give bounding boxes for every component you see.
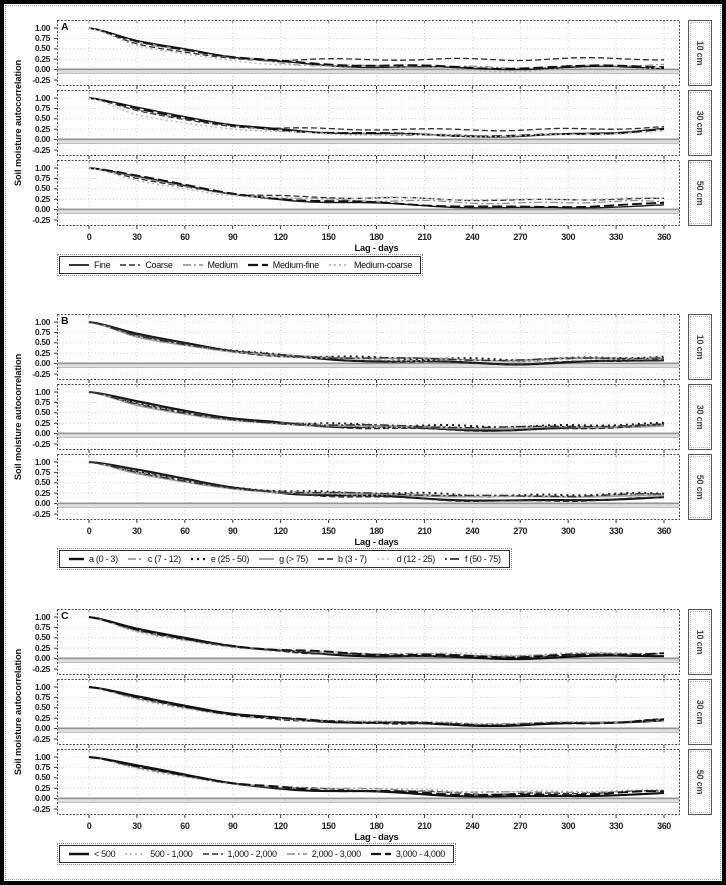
legend-item <box>328 260 412 270</box>
y-tick-labels <box>4 384 54 450</box>
plot-frame <box>58 385 680 450</box>
legend-item <box>444 554 501 564</box>
plot-frame <box>58 750 680 815</box>
y-tick-label: 1.00 <box>34 456 50 467</box>
legend-item <box>370 849 445 859</box>
y-tick-label: 0.00 <box>34 723 50 734</box>
plot-A-50cm <box>57 160 680 226</box>
x-tick-label: 30 <box>132 821 142 831</box>
legend-line-swatch <box>124 849 146 859</box>
y-tick-label: 1.00 <box>34 162 50 173</box>
y-tick-label: 0.25 <box>34 487 50 498</box>
facet-strip-label: 10 cm <box>695 334 705 360</box>
gridlines <box>59 22 678 84</box>
y-tick-label: 0.50 <box>34 632 50 643</box>
x-axis-title: Lag - days <box>354 243 399 253</box>
legend-line-swatch <box>119 260 141 270</box>
y-tick-label: 0.75 <box>34 326 50 337</box>
y-tick-labels <box>4 749 54 815</box>
panel-A <box>4 10 718 302</box>
facet-strip-label: 10 cm <box>695 629 705 655</box>
legend-label: 1,000 - 2,000 <box>227 849 277 859</box>
facet-strip-50cm <box>688 160 712 226</box>
legend-item <box>119 260 172 270</box>
y-tick-label: 1.00 <box>34 92 50 103</box>
legend-label: b (3 - 7) <box>337 554 367 564</box>
facet-strip-10cm <box>688 609 712 675</box>
x-tick-label: 360 <box>657 821 671 831</box>
y-tick-labels <box>4 160 54 226</box>
legend-item <box>376 554 435 564</box>
gridlines <box>59 386 678 448</box>
x-tick-labels <box>4 821 718 832</box>
legend-label: a (0 - 3) <box>89 554 118 564</box>
x-tick-label: 150 <box>321 526 336 536</box>
legend-item <box>247 260 319 270</box>
legend-line-swatch <box>370 849 392 859</box>
x-tick-labels <box>4 232 718 243</box>
y-tick-labels <box>4 314 54 380</box>
legend-B <box>59 550 510 568</box>
legend-item <box>68 260 110 270</box>
y-tick-label: 0.00 <box>34 204 50 215</box>
panel-C <box>4 599 718 885</box>
panel-letter: C <box>61 610 69 622</box>
y-tick-label: 0.75 <box>34 32 50 43</box>
facet-strip-label: 30 cm <box>695 404 705 430</box>
x-tick-label: 60 <box>180 821 190 831</box>
legend-item <box>286 849 361 859</box>
axis-ticks <box>54 680 664 748</box>
y-tick-label: 0.75 <box>34 691 50 702</box>
y-tick-labels <box>4 90 54 156</box>
legend-item <box>190 554 249 564</box>
plot-C-30cm <box>57 679 680 745</box>
legend-label: < 500 <box>94 849 116 859</box>
y-tick-labels <box>4 679 54 745</box>
y-tick-label: 0.50 <box>34 337 50 348</box>
legend-line-swatch <box>202 849 224 859</box>
plot-frame <box>58 680 680 745</box>
y-tick-label: 0.25 <box>34 712 50 723</box>
legend-item <box>127 554 181 564</box>
panel-B <box>4 304 718 596</box>
y-tick-label: 0.50 <box>34 183 50 194</box>
x-tick-label: 180 <box>369 232 384 242</box>
x-tick-label: 300 <box>561 526 576 536</box>
facet-strip-30cm <box>688 90 712 156</box>
x-tick-label: 120 <box>273 232 288 242</box>
y-tick-label: 0.75 <box>34 102 50 113</box>
y-tick-label: 0.00 <box>34 64 50 75</box>
y-tick-label: 0.50 <box>34 772 50 783</box>
gridlines <box>59 751 678 813</box>
y-tick-label: -0.25 <box>32 508 50 519</box>
x-tick-label: 270 <box>513 526 528 536</box>
y-tick-label: 0.75 <box>34 761 50 772</box>
y-tick-label: 0.50 <box>34 477 50 488</box>
y-tick-label: 0.00 <box>34 134 50 145</box>
y-tick-label: -0.25 <box>32 74 50 85</box>
x-tick-label: 30 <box>132 526 142 536</box>
legend-item <box>202 849 277 859</box>
legend-label: f (50 - 75) <box>464 554 501 564</box>
y-tick-label: -0.25 <box>32 663 50 674</box>
x-tick-label: 90 <box>228 821 238 831</box>
x-axis-title: Lag - days <box>354 537 399 547</box>
y-tick-label: 1.00 <box>34 386 50 397</box>
y-tick-label: 0.00 <box>34 653 50 664</box>
legend-item <box>124 849 192 859</box>
x-tick-label: 120 <box>273 821 288 831</box>
x-axis-title: Lag - days <box>354 832 399 842</box>
legend-label: d (12 - 25) <box>396 554 435 564</box>
plot-B-10cm <box>57 314 680 380</box>
x-tick-label: 360 <box>657 526 671 536</box>
gridlines <box>59 681 678 743</box>
legend-line-swatch <box>444 554 461 564</box>
plot-B-50cm <box>57 454 680 520</box>
x-tick-label: 0 <box>86 821 92 831</box>
legend-label: Medium-fine <box>272 260 319 270</box>
axis-ticks <box>54 385 664 453</box>
axis-ticks <box>54 91 664 159</box>
x-tick-label: 90 <box>228 232 238 242</box>
y-tick-label: 0.25 <box>34 347 50 358</box>
y-tick-label: 0.25 <box>34 53 50 64</box>
x-tick-label: 270 <box>513 232 528 242</box>
y-tick-label: 0.75 <box>34 466 50 477</box>
gridlines <box>59 316 678 378</box>
legend-label: c (7 - 12) <box>147 554 181 564</box>
x-tick-label: 360 <box>657 232 671 242</box>
y-axis-title: Soil moisture autocorrelation <box>13 353 23 481</box>
legend-label: 3,000 - 4,000 <box>395 849 445 859</box>
x-tick-label: 240 <box>465 821 480 831</box>
facet-strip-label: 30 cm <box>695 699 705 725</box>
x-tick-label: 90 <box>228 526 238 536</box>
x-tick-label: 0 <box>86 232 92 242</box>
y-tick-label: 0.25 <box>34 642 50 653</box>
y-tick-label: 0.50 <box>34 702 50 713</box>
x-tick-label: 180 <box>369 526 384 536</box>
x-tick-label: 240 <box>465 526 480 536</box>
y-tick-label: 0.50 <box>34 407 50 418</box>
plot-frame <box>58 455 680 520</box>
y-tick-label: -0.25 <box>32 733 50 744</box>
x-tick-label: 120 <box>273 526 288 536</box>
x-tick-label: 150 <box>321 232 336 242</box>
legend-line-swatch <box>247 260 269 270</box>
legend-item <box>182 260 238 270</box>
y-tick-label: 0.00 <box>34 793 50 804</box>
facet-strip-10cm <box>688 20 712 86</box>
facet-strip-50cm <box>688 749 712 815</box>
y-tick-label: 0.00 <box>34 498 50 509</box>
x-tick-label: 330 <box>609 821 623 831</box>
y-tick-label: 1.00 <box>34 681 50 692</box>
plot-C-10cm <box>57 609 680 675</box>
x-tick-label: 60 <box>180 232 190 242</box>
plot-A-10cm <box>57 20 680 86</box>
legend-label: 2,000 - 3,000 <box>311 849 361 859</box>
x-tick-label: 30 <box>132 232 142 242</box>
plot-frame <box>58 610 680 675</box>
y-tick-label: 1.00 <box>34 22 50 33</box>
x-tick-label: 330 <box>609 526 623 536</box>
x-tick-label: 240 <box>465 232 480 242</box>
axis-ticks <box>54 21 664 89</box>
plot-frame <box>58 91 680 156</box>
y-tick-label: -0.25 <box>32 144 50 155</box>
y-tick-label: 1.00 <box>34 751 50 762</box>
x-tick-label: 210 <box>417 232 432 242</box>
legend-label: Medium <box>207 260 238 270</box>
x-tick-labels <box>4 526 718 537</box>
facet-strip-label: 50 cm <box>695 769 705 795</box>
axis-ticks <box>54 161 664 229</box>
x-tick-label: 210 <box>417 821 432 831</box>
y-tick-label: 0.50 <box>34 43 50 54</box>
y-tick-label: 0.00 <box>34 428 50 439</box>
x-tick-label: 330 <box>609 232 623 242</box>
facet-strip-10cm <box>688 314 712 380</box>
legend-label: 500 - 1,000 <box>150 849 193 859</box>
legend-line-swatch <box>286 849 308 859</box>
y-tick-label: 1.00 <box>34 611 50 622</box>
legend-line-swatch <box>328 260 350 270</box>
y-axis-title: Soil moisture autocorrelation <box>13 59 23 187</box>
legend-line-swatch <box>317 554 334 564</box>
x-tick-label: 270 <box>513 821 528 831</box>
legend-C <box>59 845 454 863</box>
axis-ticks <box>54 315 664 383</box>
axis-ticks <box>54 750 664 818</box>
legend-line-swatch <box>376 554 393 564</box>
legend-line-swatch <box>68 260 90 270</box>
axis-ticks <box>54 610 664 678</box>
y-tick-label: 0.75 <box>34 621 50 632</box>
x-tick-label: 150 <box>321 821 336 831</box>
legend-line-swatch <box>68 849 90 859</box>
y-tick-label: 0.75 <box>34 396 50 407</box>
y-tick-label: -0.25 <box>32 368 50 379</box>
y-tick-label: 0.25 <box>34 193 50 204</box>
facet-strip-label: 10 cm <box>695 40 705 66</box>
legend-line-swatch <box>68 554 85 564</box>
legend-line-swatch <box>182 260 204 270</box>
gridlines <box>59 456 678 518</box>
x-tick-label: 300 <box>561 232 576 242</box>
panel-letter: A <box>61 21 69 33</box>
x-tick-label: 300 <box>561 821 576 831</box>
legend-label: Fine <box>94 260 111 270</box>
facet-strip-label: 30 cm <box>695 110 705 136</box>
legend-label: e (25 - 50) <box>210 554 250 564</box>
legend-label: Medium-coarse <box>353 260 413 270</box>
y-tick-label: 1.00 <box>34 316 50 327</box>
legend-item <box>68 554 118 564</box>
y-tick-labels <box>4 454 54 520</box>
y-tick-label: 0.25 <box>34 123 50 134</box>
x-tick-label: 60 <box>180 526 190 536</box>
y-tick-labels <box>4 609 54 675</box>
legend-item <box>317 554 367 564</box>
x-tick-label: 180 <box>369 821 384 831</box>
facet-strip-label: 50 cm <box>695 180 705 206</box>
y-axis-title: Soil moisture autocorrelation <box>13 648 23 776</box>
plot-frame <box>58 315 680 380</box>
plot-A-30cm <box>57 90 680 156</box>
y-tick-label: 0.75 <box>34 172 50 183</box>
plot-B-30cm <box>57 384 680 450</box>
gridlines <box>59 162 678 224</box>
plot-frame <box>58 161 680 226</box>
legend-A <box>59 256 421 274</box>
legend-label: Coarse <box>145 260 173 270</box>
panel-letter: B <box>61 315 69 327</box>
y-tick-label: 0.25 <box>34 417 50 428</box>
legend-line-swatch <box>258 554 275 564</box>
x-tick-label: 0 <box>86 526 92 536</box>
legend-line-swatch <box>190 554 207 564</box>
legend-line-swatch <box>127 554 144 564</box>
plot-frame <box>58 21 680 86</box>
axis-ticks <box>54 455 664 523</box>
facet-strip-30cm <box>688 679 712 745</box>
y-tick-label: 0.00 <box>34 358 50 369</box>
facet-strip-50cm <box>688 454 712 520</box>
gridlines <box>59 611 678 673</box>
y-tick-label: 0.25 <box>34 782 50 793</box>
gridlines <box>59 92 678 154</box>
legend-label: g (> 75) <box>279 554 308 564</box>
y-tick-label: -0.25 <box>32 803 50 814</box>
y-tick-label: -0.25 <box>32 438 50 449</box>
legend-item <box>258 554 308 564</box>
facet-strip-30cm <box>688 384 712 450</box>
facet-strip-label: 50 cm <box>695 474 705 500</box>
y-tick-labels <box>4 20 54 86</box>
x-tick-label: 210 <box>417 526 432 536</box>
plot-C-50cm <box>57 749 680 815</box>
y-tick-label: -0.25 <box>32 214 50 225</box>
y-tick-label: 0.50 <box>34 113 50 124</box>
legend-item <box>68 849 115 859</box>
